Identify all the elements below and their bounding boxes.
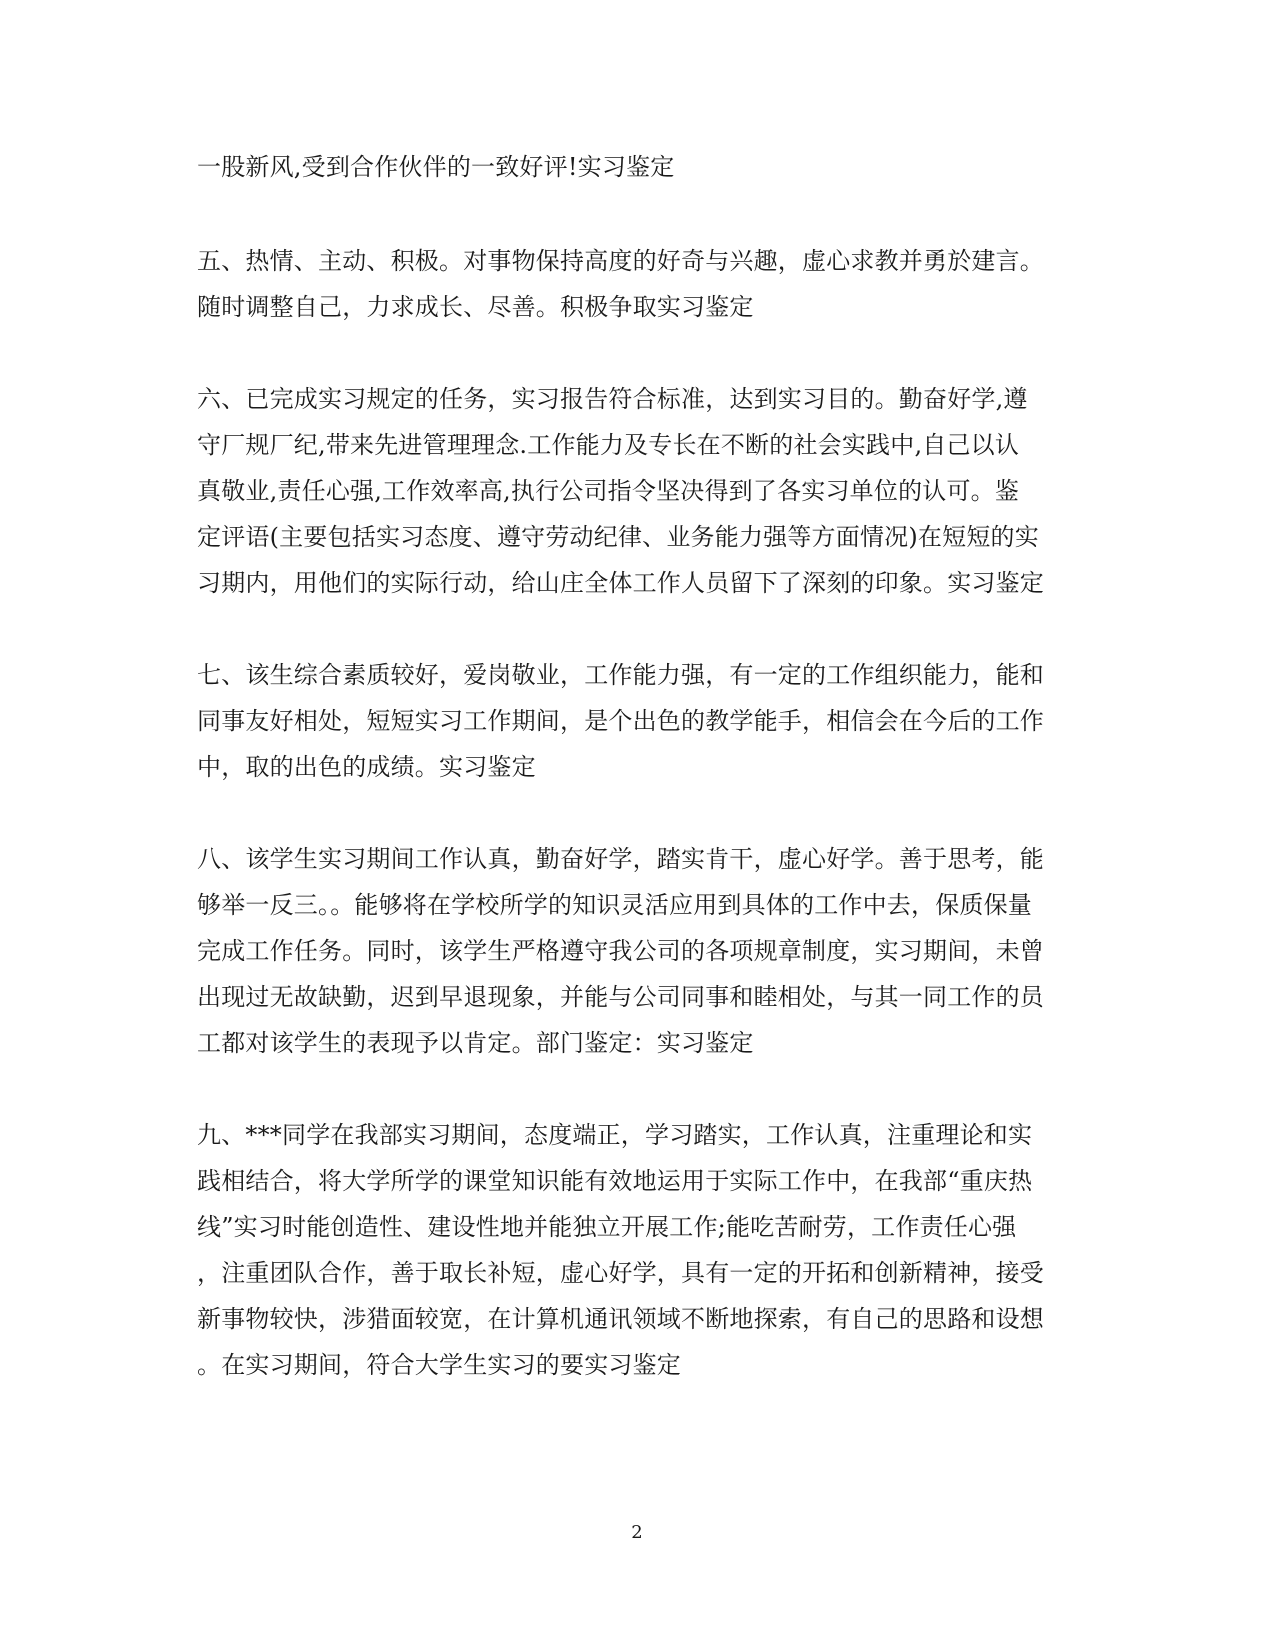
paragraph-3-line-4: 定评语(主要包括实习态度、遵守劳动纪律、业务能力强等方面情况)在短短的实 bbox=[197, 523, 1039, 551]
paragraph-6-line-2: 践相结合，将大学所学的课堂知识能有效地运用于实际工作中，在我部“重庆热 bbox=[197, 1167, 1033, 1195]
paragraph-4-line-2: 同事友好相处，短短实习工作期间，是个出色的教学能手，相信会在今后的工作 bbox=[197, 707, 1044, 735]
paragraph-5-line-5: 工都对该学生的表现予以肯定。部门鉴定：实习鉴定 bbox=[197, 1029, 754, 1057]
paragraph-3-line-1: 六、已完成实习规定的任务，实习报告符合标准，达到实习目的。勤奋好学,遵 bbox=[197, 385, 1028, 413]
paragraph-4-line-3: 中，取的出色的成绩。实习鉴定 bbox=[197, 753, 536, 781]
page-number: 2 bbox=[631, 1522, 643, 1543]
paragraph-2-line-2: 随时调整自己，力求成长、尽善。积极争取实习鉴定 bbox=[197, 293, 754, 321]
paragraph-6-line-3: 线”实习时能创造性、建设性地并能独立开展工作;能吃苦耐劳，工作责任心强 bbox=[197, 1213, 1017, 1241]
paragraph-1-line-1: 一股新风,受到合作伙伴的一致好评!实习鉴定 bbox=[197, 153, 675, 181]
paragraph-3-line-2: 守厂规厂纪,带来先进管理理念.工作能力及专长在不断的社会实践中,自己以认 bbox=[197, 431, 1020, 459]
paragraph-6-line-4: ，注重团队合作，善于取长补短，虚心好学，具有一定的开拓和创新精神，接受 bbox=[197, 1259, 1044, 1287]
paragraph-5-line-3: 完成工作任务。同时，该学生严格遵守我公司的各项规章制度，实习期间，未曾 bbox=[197, 937, 1044, 965]
paragraph-5-line-4: 出现过无故缺勤，迟到早退现象，并能与公司同事和睦相处，与其一同工作的员 bbox=[197, 983, 1044, 1011]
paragraph-5-line-2: 够举一反三。。能够将在学校所学的知识灵活应用到具体的工作中去，保质保量 bbox=[197, 891, 1032, 919]
paragraph-6-line-6: 。在实习期间，符合大学生实习的要实习鉴定 bbox=[197, 1351, 681, 1379]
paragraph-4-line-1: 七、该生综合素质较好，爱岗敬业，工作能力强，有一定的工作组织能力，能和 bbox=[197, 661, 1044, 689]
paragraph-6-line-5: 新事物较快，涉猎面较宽，在计算机通讯领域不断地探索，有自己的思路和设想 bbox=[197, 1305, 1044, 1333]
paragraph-2-line-1: 五、热情、主动、积极。对事物保持高度的好奇与兴趣，虚心求教并勇於建言。 bbox=[197, 247, 1044, 275]
paragraph-3-line-3: 真敬业,责任心强,工作效率高,执行公司指令坚决得到了各实习单位的认可。鉴 bbox=[197, 477, 1020, 505]
paragraph-5-line-1: 八、该学生实习期间工作认真，勤奋好学，踏实肯干，虚心好学。善于思考，能 bbox=[197, 845, 1044, 873]
paragraph-3-line-5: 习期内，用他们的实际行动，给山庄全体工作人员留下了深刻的印象。实习鉴定 bbox=[197, 569, 1044, 597]
paragraph-6-line-1: 九、***同学在我部实习期间，态度端正，学习踏实，工作认真，注重理论和实 bbox=[197, 1121, 1033, 1149]
